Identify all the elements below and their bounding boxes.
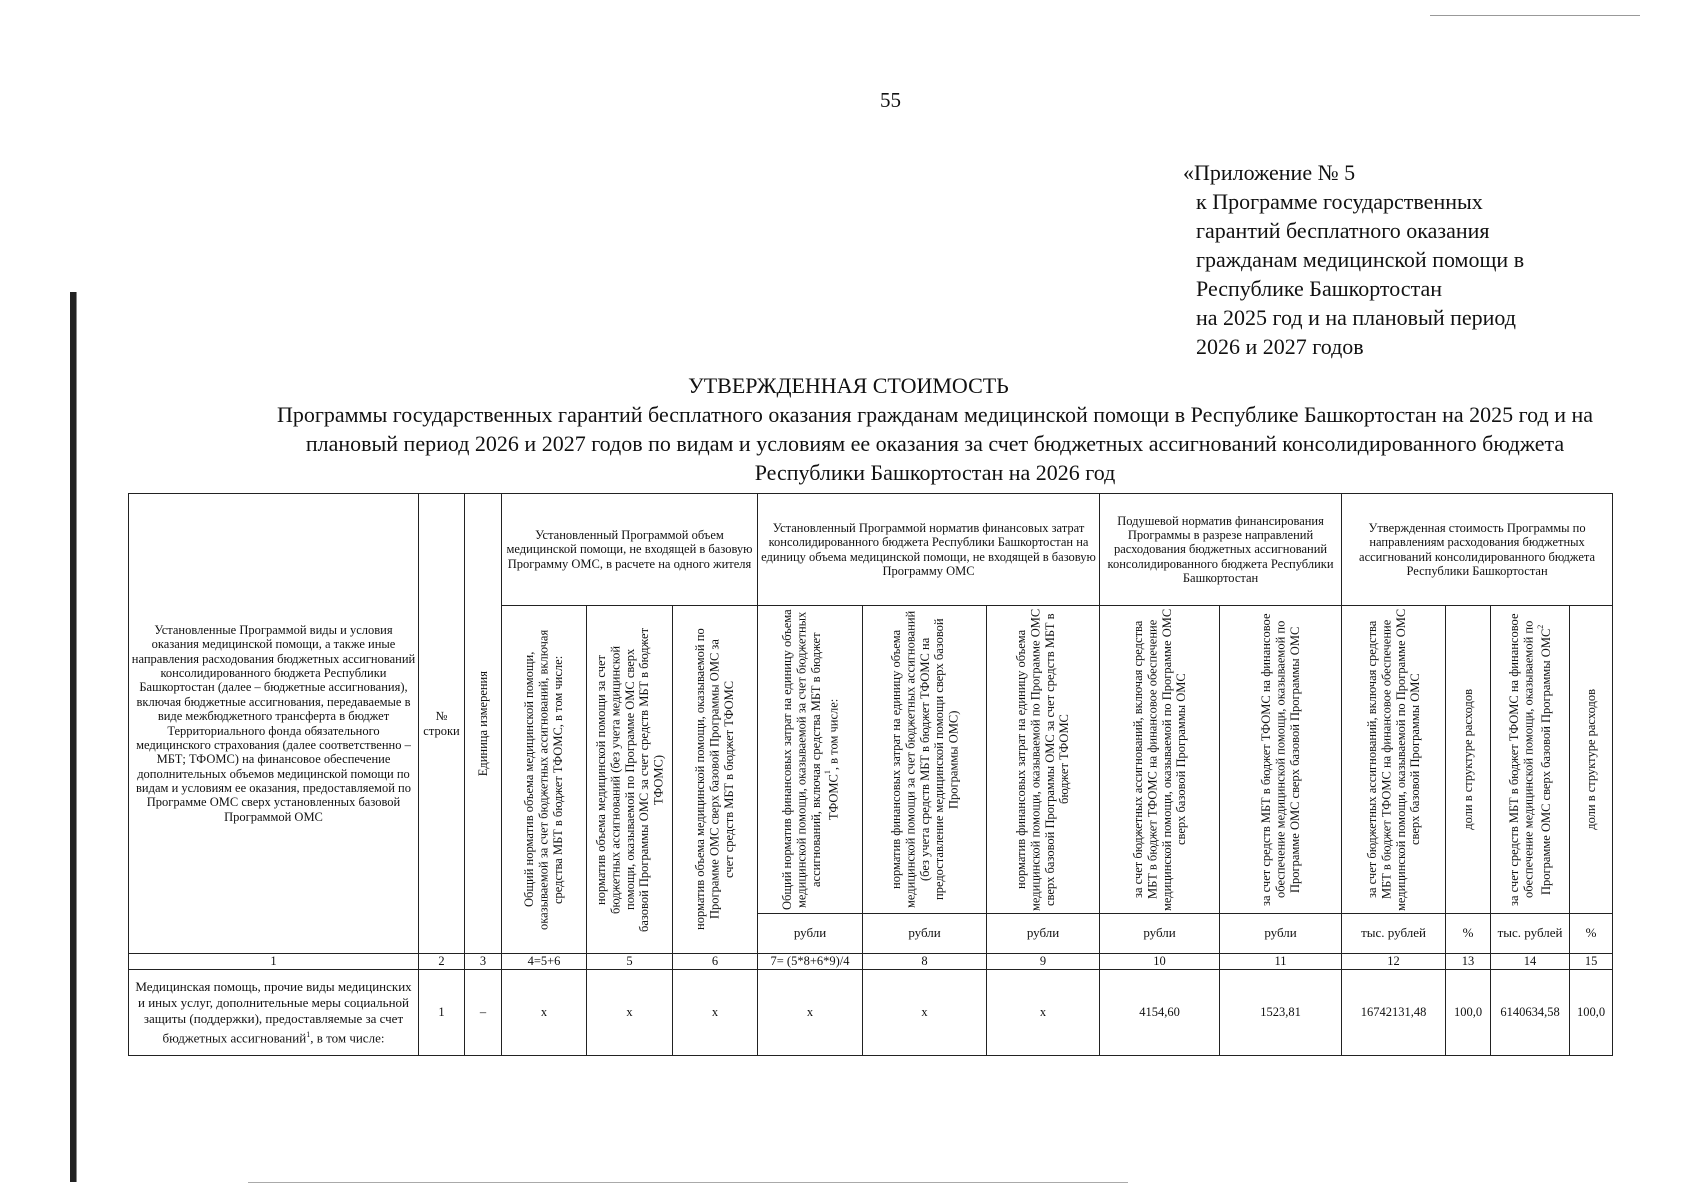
footnote-mark: 2 xyxy=(1535,624,1545,629)
index-cell: 2 xyxy=(419,954,465,970)
appendix-line: на 2025 год и на плановый период xyxy=(1196,305,1516,330)
page-number: 55 xyxy=(880,88,901,112)
header-col-9 xyxy=(987,606,1100,914)
row-1-col-12: 16742131,48 xyxy=(1342,970,1446,1056)
header-col-7-tail: , в том числе: xyxy=(825,698,840,771)
header-col-5 xyxy=(587,606,673,954)
appendix-line: «Приложение № 5 xyxy=(1183,160,1356,185)
index-cell: 1 xyxy=(129,954,419,970)
index-cell: 6 xyxy=(673,954,758,970)
index-cell: 11 xyxy=(1220,954,1342,970)
header-col-3-text: Единица измерения xyxy=(475,670,490,777)
header-col-7 xyxy=(758,606,863,914)
document-subtitle: Программы государственных гарантий бесплатного оказания гражданам медицинской помощи в Республике Башкортостан на 2025 год и на плановый период 2026 и 2027 годов по видам и условиям ее оказания за счет бюджетных ассигнований консолидированного бюджета Республики Башкортостан на 2026 год xyxy=(276,402,1594,485)
header-col-13-text: доли в структуре расходов xyxy=(1460,689,1475,830)
index-cell: 15 xyxy=(1570,954,1613,970)
unit-col-10: рубли xyxy=(1100,914,1220,954)
row-1-number: 1 xyxy=(419,970,465,1056)
row-1-col-5: х xyxy=(587,970,673,1056)
header-col-11 xyxy=(1220,606,1342,914)
header-col-13 xyxy=(1446,606,1491,914)
footnote-mark: 1 xyxy=(822,770,832,775)
appendix-line: гарантий бесплатного оказания xyxy=(1196,218,1490,243)
index-cell: 4=5+6 xyxy=(502,954,587,970)
appendix-line: гражданам медицинской помощи в xyxy=(1196,247,1525,272)
appendix-line: 2026 и 2027 годов xyxy=(1196,334,1364,359)
header-col-15-text: доли в структуре расходов xyxy=(1583,689,1598,830)
row-1-label xyxy=(129,970,419,1056)
appendix-line: Республике Башкортостан xyxy=(1196,276,1442,301)
index-cell: 13 xyxy=(1446,954,1491,970)
unit-col-7: рубли xyxy=(758,914,863,954)
header-col-6 xyxy=(673,606,758,954)
header-col-4 xyxy=(502,606,587,954)
index-cell: 10 xyxy=(1100,954,1220,970)
row-1-label-tail: , в том числе: xyxy=(310,1030,385,1046)
row-1-col-11: 1523,81 xyxy=(1220,970,1342,1056)
header-group-1: Установленный Программой объем медицинской помощи, не входящей в базовую Программу ОМС, в расчете на одного жителя xyxy=(502,494,758,606)
header-col-15 xyxy=(1570,606,1613,914)
row-1-col-7: х xyxy=(758,970,863,1056)
unit-col-12: тыс. рублей xyxy=(1342,914,1446,954)
header-col-2: № строки xyxy=(419,494,465,954)
unit-col-13: % xyxy=(1446,914,1491,954)
index-cell: 9 xyxy=(987,954,1100,970)
header-col-9-text: норматив финансовых затрат на единицу объема медицинской помощи, оказываемой по Программе ОМС сверх базовой Программы ОМС за счет средств МБТ в бюджет ТФОМС xyxy=(1014,608,1072,911)
index-cell: 8 xyxy=(863,954,987,970)
header-col-10-text: за счет бюджетных ассигнований, включая средства МБТ в бюджет ТФОМС на финансовое обеспечение медицинской помощи, оказываемой по Программе ОМС сверх базовой Программы ОМС xyxy=(1130,608,1188,911)
index-cell: 14 xyxy=(1491,954,1570,970)
header-col-3 xyxy=(465,494,502,954)
header-col-14-main: за счет средств МБТ в бюджет ТФОМС на финансовое обеспечение медицинской помощи, оказываемой по Программе ОМС сверх базовой Программы ОМС xyxy=(1506,613,1553,906)
unit-col-14: тыс. рублей xyxy=(1491,914,1570,954)
header-col-1: Установленные Программой виды и условия оказания медицинской помощи, а также иные направления расходования бюджетных ассигнований консолидированного бюджета Республики Башкортостан (далее – бюджетные ассигнования), включая бюджетные ассигнования, передаваемые в виде межбюджетного трансферта в бюджет Территориального фонда обязательного медицинского страхования (далее соответственно – МБТ; ТФОМС) на финансовое обеспечение дополнительных объемов медицинской помощи по видам и условиям ее оказания, предоставляемой по Программе ОМС сверх установленных базовой Программой ОМС xyxy=(129,494,419,954)
header-col-8-text: норматив финансовых затрат на единицу объема медицинской помощи за счет бюджетных ассигнований (без учета средств МБТ в бюджет ТФОМС на предоставление медицинской помощи сверх базовой Программы ОМС) xyxy=(888,610,961,909)
header-col-7-main: Общий норматив финансовых затрат на единицу объема медицинской помощи, оказываемой за счет бюджетных ассигнований, включая средства МБТ в бюджет ТФОМС xyxy=(779,609,840,910)
unit-col-15: % xyxy=(1570,914,1613,954)
header-col-10 xyxy=(1100,606,1220,914)
row-1-label-text: Медицинская помощь, прочие виды медицинских и иных услуг, дополнительные меры социальной защиты (поддержки), предоставляемые за счет бюджетных ассигнований xyxy=(135,978,412,1046)
row-1-col-10: 4154,60 xyxy=(1100,970,1220,1056)
unit-col-8: рубли xyxy=(863,914,987,954)
header-col-6-text: норматив объема медицинской помощи, оказываемой по Программе ОМС сверх базовой Программы ОМС за счет средств МБТ в бюджет ТФОМС xyxy=(693,628,737,931)
row-1-col-4: х xyxy=(502,970,587,1056)
index-cell: 3 xyxy=(465,954,502,970)
scan-binding-edge-shadow xyxy=(76,292,77,1182)
header-col-8 xyxy=(863,606,987,914)
cost-table xyxy=(128,493,1613,1056)
row-1-col-15: 100,0 xyxy=(1570,970,1613,1056)
scan-artifact-line xyxy=(1430,15,1640,16)
header-group-3: Подушевой норматив финансирования Программы в разрезе направлений расходования бюджетных ассигнований консолидированного бюджета Республики Башкортостан xyxy=(1100,494,1342,606)
header-col-14 xyxy=(1491,606,1570,914)
scan-artifact-line xyxy=(248,1182,1128,1183)
header-col-12 xyxy=(1342,606,1446,914)
row-1-col-13: 100,0 xyxy=(1446,970,1491,1056)
row-1-col-14: 6140634,58 xyxy=(1491,970,1570,1056)
header-col-7-text xyxy=(780,607,841,912)
footnote-mark: 1 xyxy=(306,1029,311,1039)
appendix-reference xyxy=(1183,158,1525,361)
row-1-col-9: х xyxy=(987,970,1100,1056)
header-col-4-text: Общий норматив объема медицинской помощи, оказываемой за счет бюджетных ассигнований, включая средства МБТ в бюджет ТФОМС, в том числе: xyxy=(522,629,566,930)
header-col-14-text xyxy=(1507,607,1553,912)
header-group-4: Утвержденная стоимость Программы по направлениям расходования бюджетных ассигнований консолидированного бюджета Республики Башкортостан xyxy=(1342,494,1613,606)
unit-col-9: рубли xyxy=(987,914,1100,954)
index-cell: 5 xyxy=(587,954,673,970)
index-cell: 12 xyxy=(1342,954,1446,970)
row-1-col-6: х xyxy=(673,970,758,1056)
header-col-5-text: норматив объема медицинской помощи за счет бюджетных ассигнований (без учета медицинской помощи, оказываемой по Программе ОМС сверх базовой Программы ОМС за счет средств МБТ в бюджет ТФОМС) xyxy=(593,627,666,932)
index-cell: 7= (5*8+6*9)/4 xyxy=(758,954,863,970)
header-col-11-text: за счет средств МБТ в бюджет ТФОМС на финансовое обеспечение медицинской помощи, оказываемой по Программе ОМС сверх базовой Программы ОМС xyxy=(1258,613,1302,906)
unit-col-11: рубли xyxy=(1220,914,1342,954)
row-1-unit: – xyxy=(465,970,502,1056)
row-1-col-8: х xyxy=(863,970,987,1056)
header-col-12-text: за счет бюджетных ассигнований, включая средства МБТ в бюджет ТФОМС на финансовое обеспечение медицинской помощи, оказываемой по Программе ОМС сверх базовой Программы ОМС xyxy=(1364,608,1422,911)
appendix-line: к Программе государственных xyxy=(1196,189,1483,214)
document-title: УТВЕРЖДЕННАЯ СТОИМОСТЬ xyxy=(688,373,1009,398)
header-group-2: Установленный Программой норматив финансовых затрат консолидированного бюджета Республики Башкортостан на единицу объема медицинской помощи, не входящей в базовую Программу ОМС xyxy=(758,494,1100,606)
